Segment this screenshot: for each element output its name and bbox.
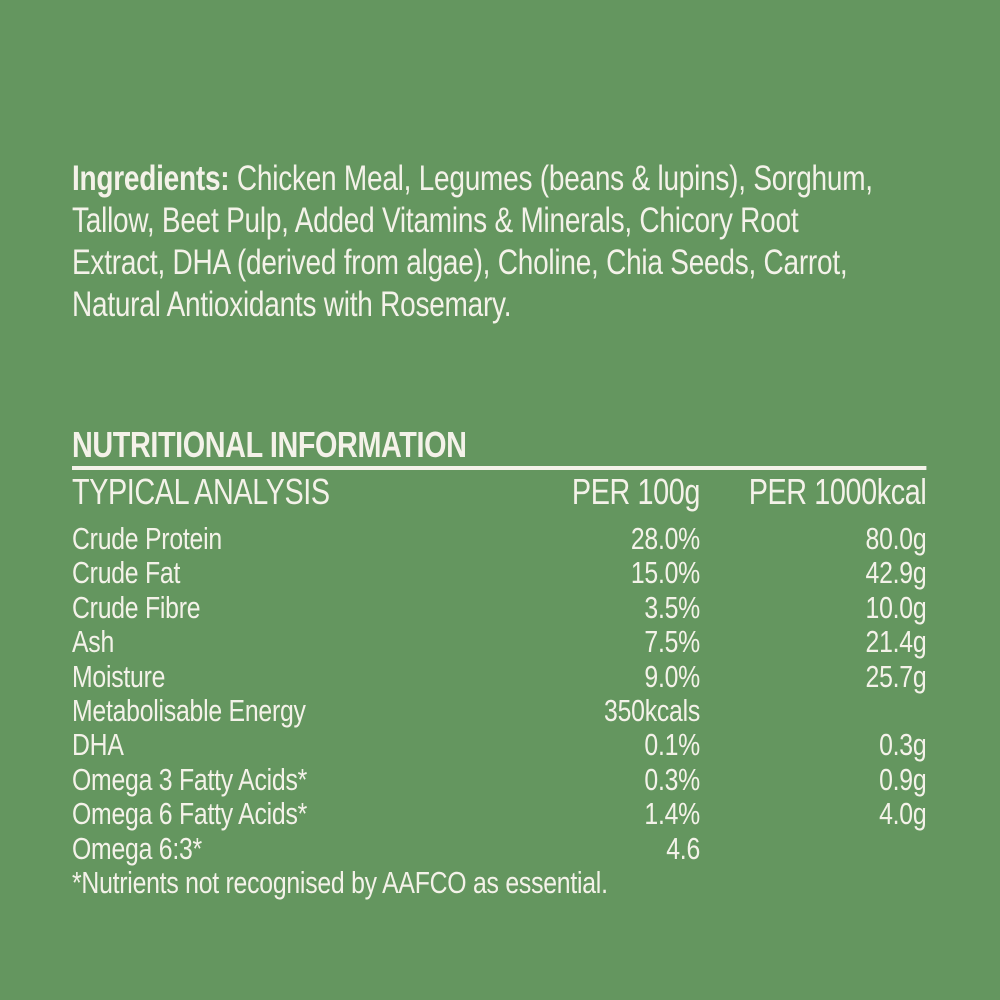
per-100g-value: 28.0% <box>630 521 700 556</box>
per-1000kcal-value: 4.0g <box>879 796 927 832</box>
table-row <box>72 660 926 694</box>
row-label: Ash <box>72 624 115 660</box>
table-row <box>72 763 926 797</box>
ingredients-line: Ingredients: Chicken Meal, Legumes (beans & lupins), Sorghum, <box>72 159 873 198</box>
row-label: Omega 3 Fatty Acids* <box>72 761 308 797</box>
ingredients-line: Tallow, Beet Pulp, Added Vitamins & Minerals, Chicory Root <box>72 201 799 240</box>
row-label: Crude Protein <box>72 521 222 556</box>
row-label: Omega 6 Fatty Acids* <box>72 796 308 832</box>
per-1000kcal-value: 0.9g <box>879 761 927 797</box>
ingredients-line: Natural Antioxidants with Rosemary. <box>72 285 512 324</box>
per-1000kcal-value: 21.4g <box>865 624 927 660</box>
analysis-table <box>72 522 926 866</box>
column-header-per-100g: PER 100g <box>571 471 700 512</box>
label-panel <box>72 0 926 1000</box>
per-100g-value: 9.0% <box>644 658 700 694</box>
ingredients-paragraph <box>72 158 873 326</box>
table-row <box>72 797 926 831</box>
table-row <box>72 832 926 866</box>
table-header-row <box>72 472 926 512</box>
table-row <box>72 522 926 556</box>
table-row <box>72 591 926 625</box>
row-label: Metabolisable Energy <box>72 693 306 729</box>
column-header-per-1000kcal: PER 1000kcal <box>748 471 927 512</box>
ingredients-line: Extract, DHA (derived from algae), Choline, Chia Seeds, Carrot, <box>72 243 848 282</box>
row-label: Moisture <box>72 658 166 694</box>
per-1000kcal-value <box>700 832 926 866</box>
table-row <box>72 694 926 728</box>
row-label: Crude Fat <box>72 555 181 591</box>
table-row <box>72 556 926 590</box>
per-1000kcal-value: 80.0g <box>865 521 927 556</box>
per-1000kcal-value: 0.3g <box>879 727 927 763</box>
ingredients-label: Ingredients: <box>72 159 230 198</box>
row-label: Omega 6:3* <box>72 830 202 866</box>
per-1000kcal-value: 25.7g <box>865 658 927 694</box>
table-row <box>72 625 926 659</box>
per-1000kcal-value: 10.0g <box>865 589 927 625</box>
per-1000kcal-value <box>700 694 926 728</box>
per-100g-value: 350kcals <box>604 693 700 729</box>
per-100g-value: 7.5% <box>644 624 700 660</box>
aafco-footnote: *Nutrients not recognised by AAFCO as essential. <box>72 865 608 900</box>
column-header-typical-analysis: TYPICAL ANALYSIS <box>72 471 330 512</box>
per-100g-value: 4.6 <box>666 830 700 866</box>
row-label: DHA <box>72 727 124 763</box>
per-100g-value: 15.0% <box>630 555 700 591</box>
per-100g-value: 1.4% <box>644 796 700 832</box>
per-100g-value: 3.5% <box>644 589 700 625</box>
nutritional-information-heading: NUTRITIONAL INFORMATION <box>72 424 467 465</box>
table-row <box>72 728 926 762</box>
divider-rule <box>72 466 926 470</box>
per-1000kcal-value: 42.9g <box>865 555 927 591</box>
row-label: Crude Fibre <box>72 589 201 625</box>
per-100g-value: 0.1% <box>644 727 700 763</box>
per-100g-value: 0.3% <box>644 761 700 797</box>
